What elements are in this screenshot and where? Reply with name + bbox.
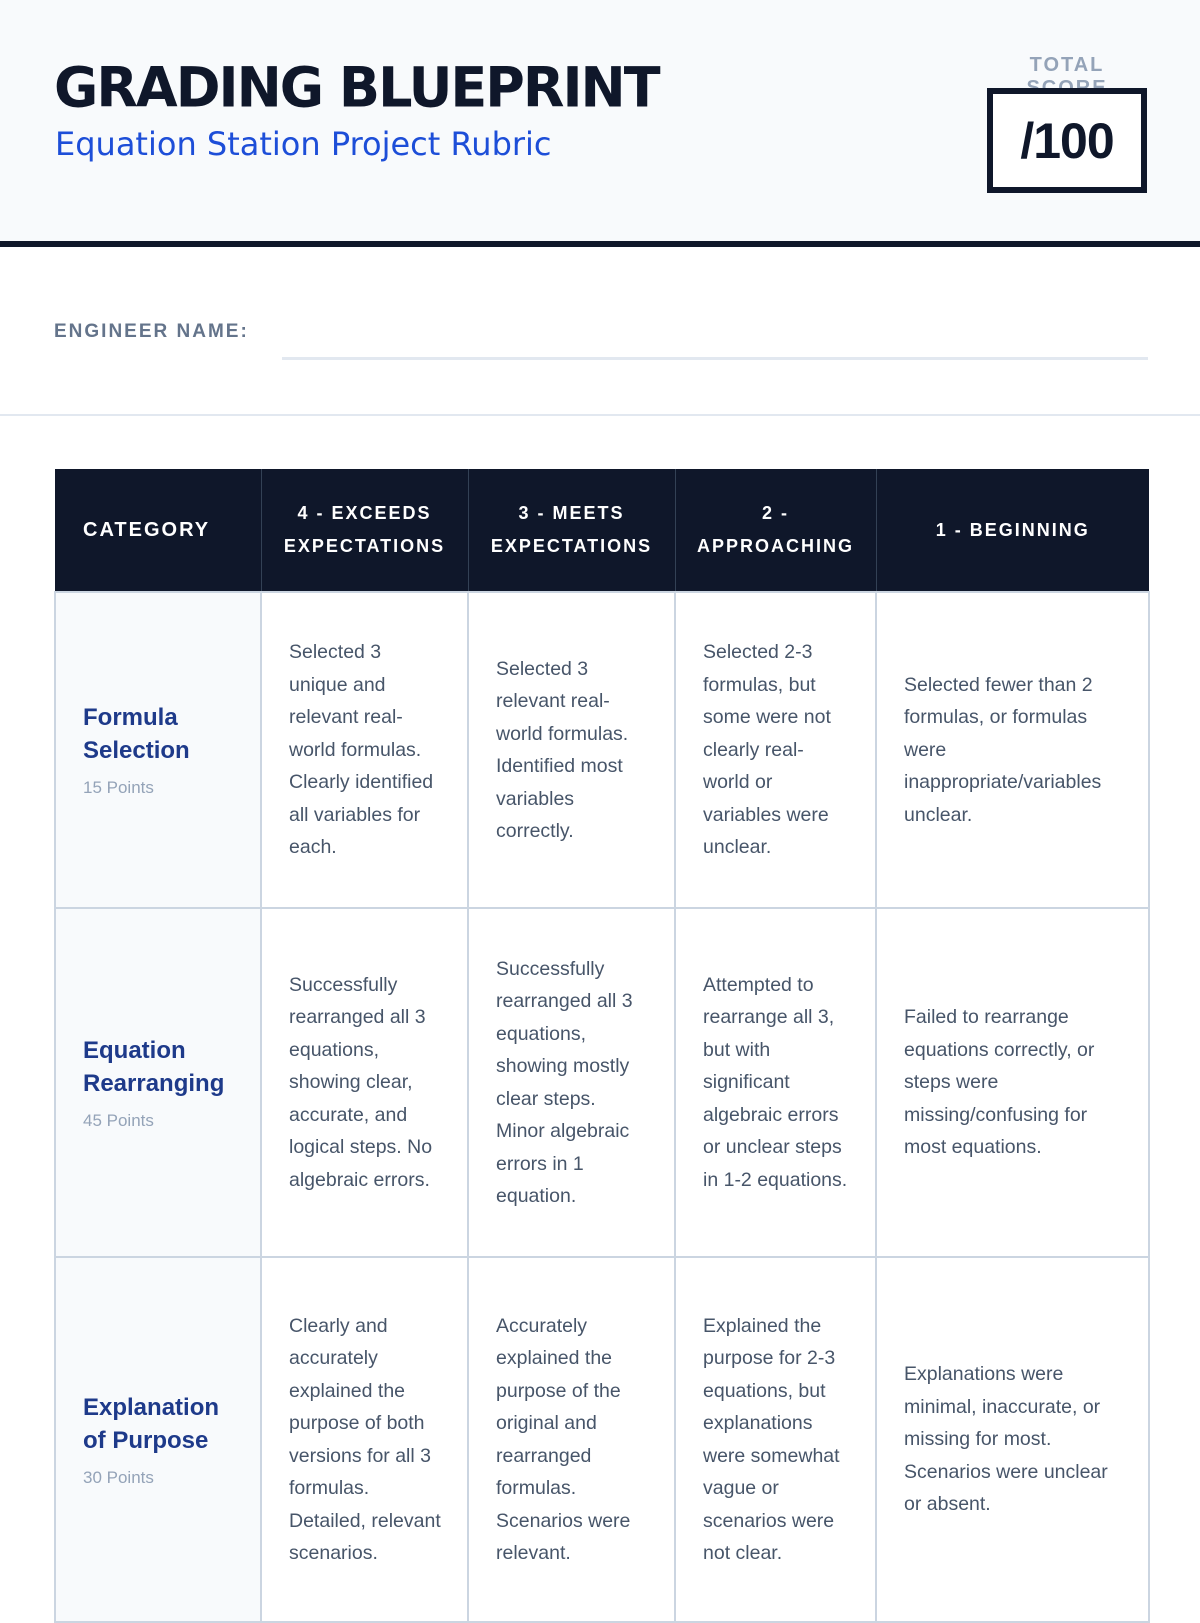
category-name: Equation Rearranging xyxy=(83,1036,225,1097)
category-cell xyxy=(55,1257,261,1622)
category-name: Formula Selection xyxy=(83,704,190,764)
criteria-cell-approaching: Explained the purpose for 2-3 equations, but explanations were somewhat vague or scenarios were not clear. xyxy=(675,1257,876,1622)
category-cell xyxy=(55,592,261,908)
rubric-table xyxy=(54,469,1150,1623)
category-name: Explanation of Purpose xyxy=(83,1393,220,1454)
category-points: 45 Points xyxy=(83,1110,154,1130)
total-score-label: TOTAL xyxy=(1029,54,1105,76)
criteria-cell-beginning: Explanations were minimal, inaccurate, or missing for most. Scenarios were unclear or absent. xyxy=(876,1257,1149,1622)
criteria-cell-beginning: Failed to rearrange equations correctly, or steps were missing/confusing for most equations. xyxy=(876,908,1149,1257)
criteria-cell-approaching: Selected 2-3 formulas, but some were not clearly real-world or variables were unclear. xyxy=(675,592,876,908)
rubric-header-row xyxy=(55,469,1149,592)
column-header-meets: 3 - MEETS EXPECTATIONS xyxy=(468,469,675,592)
page-title: GRADING BLUEPRINT xyxy=(54,55,659,120)
criteria-cell-meets: Selected 3 relevant real-world formulas. Identified most variables correctly. xyxy=(468,592,675,908)
criteria-cell-exceeds: Selected 3 unique and relevant real-world formulas. Clearly identified all variables for each. xyxy=(261,592,468,908)
table-row xyxy=(55,1257,1149,1622)
criteria-cell-exceeds: Clearly and accurately explained the purpose of both versions for all 3 formulas. Detailed, relevant scenarios. xyxy=(261,1257,468,1622)
total-score-box[interactable]: /100 xyxy=(987,88,1147,193)
category-cell xyxy=(55,908,261,1257)
criteria-cell-approaching: Attempted to rearrange all 3, but with significant algebraic errors or unclear steps in 1-2 equations. xyxy=(675,908,876,1257)
engineer-name-section xyxy=(0,253,1200,416)
page-subtitle: Equation Station Project Rubric xyxy=(55,125,552,163)
page-header xyxy=(0,0,1200,247)
table-row xyxy=(55,908,1149,1257)
column-header-category: CATEGORY xyxy=(55,469,261,592)
criteria-cell-exceeds: Successfully rearranged all 3 equations, showing clear, accurate, and logical steps. No algebraic errors. xyxy=(261,908,468,1257)
category-points: 30 Points xyxy=(83,1467,154,1487)
table-row xyxy=(55,592,1149,908)
criteria-cell-meets: Accurately explained the purpose of the original and rearranged formulas. Scenarios were relevant. xyxy=(468,1257,675,1622)
column-header-exceeds: 4 - EXCEEDS EXPECTATIONS xyxy=(261,469,468,592)
category-points: 15 Points xyxy=(83,778,154,797)
column-header-beginning: 1 - BEGINNING xyxy=(876,469,1149,592)
engineer-name-label: ENGINEER NAME: xyxy=(54,321,249,342)
criteria-cell-beginning: Selected fewer than 2 formulas, or formulas were inappropriate/variables unclear. xyxy=(876,592,1149,908)
column-header-approaching: 2 - APPROACHING xyxy=(675,469,876,592)
criteria-cell-meets: Successfully rearranged all 3 equations, showing mostly clear steps. Minor algebraic errors in 1 equation. xyxy=(468,908,675,1257)
engineer-name-field[interactable] xyxy=(282,357,1148,360)
